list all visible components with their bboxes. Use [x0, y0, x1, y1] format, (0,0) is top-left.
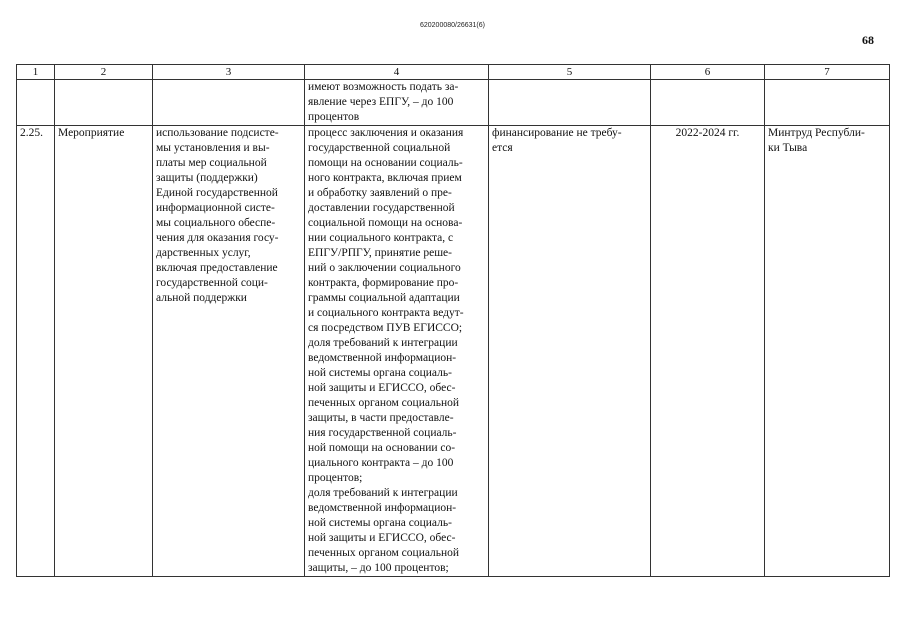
cont-cell-1 — [17, 80, 55, 126]
cont-cell-7 — [765, 80, 890, 126]
column-number-1: 1 — [17, 65, 55, 80]
text-line: доля требований к интеграции — [308, 337, 458, 349]
measures-table — [16, 64, 890, 577]
table-row-2-25 — [17, 126, 890, 577]
row-type: Мероприятие — [55, 126, 153, 577]
text-line: использование подсисте- — [156, 127, 279, 139]
funding-source — [489, 126, 651, 577]
implementation-period: 2022-2024 гг. — [651, 126, 765, 577]
cont-cell-4 — [305, 80, 489, 126]
text-line: ной защиты и ЕГИССО, обес- — [308, 532, 456, 544]
text-line: альной поддержки — [156, 292, 247, 304]
text-line: чения для оказания госу- — [156, 232, 279, 244]
text-line: ной системы органа социаль- — [308, 367, 452, 379]
document-id: 620200080/26631(6) — [419, 22, 485, 29]
text-line: финансирование не требу- — [492, 127, 622, 139]
text-line: контракта, формирование про- — [308, 277, 459, 289]
column-number-6: 6 — [651, 65, 765, 80]
cont-cell-2 — [55, 80, 153, 126]
text-line: процентов — [308, 111, 360, 123]
text-line: Минтруд Республи- — [768, 127, 865, 139]
text-line: включая предоставление — [156, 262, 278, 274]
column-number-2: 2 — [55, 65, 153, 80]
text-line: государственной соци- — [156, 277, 268, 289]
text-line: защиты, в части предоставле- — [308, 412, 454, 424]
responsible-executor — [765, 126, 890, 577]
text-line: ки Тыва — [768, 142, 808, 154]
text-line: нии социального контракта, с — [308, 232, 454, 244]
text-line: имеют возможность подать за- — [308, 81, 459, 93]
text-line: мы установления и вы- — [156, 142, 270, 154]
column-number-3: 3 — [153, 65, 305, 80]
text-line: платы мер социальной — [156, 157, 267, 169]
text-line: ной системы органа социаль- — [308, 517, 452, 529]
cont-cell-6 — [651, 80, 765, 126]
text-line: доставлении государственной — [308, 202, 455, 214]
text-line: ного контракта, включая прием — [308, 172, 462, 184]
measure-description — [153, 126, 305, 577]
text-line: помощи на основании социаль- — [308, 157, 463, 169]
text-line: ся посредством ПУВ ЕГИССО; — [308, 322, 463, 334]
text-line: ется — [492, 142, 513, 154]
text-line: граммы социальной адаптации — [308, 292, 460, 304]
text-line: циального контракта – до 100 — [308, 457, 454, 469]
text-line: процентов; — [308, 472, 363, 484]
text-line: социальной помощи на основа- — [308, 217, 463, 229]
text-line: ведомственной информацион- — [308, 502, 457, 514]
text-line: информационной систе- — [156, 202, 275, 214]
row-number: 2.25. — [17, 126, 55, 577]
column-number-4: 4 — [305, 65, 489, 80]
continuation-row — [17, 80, 890, 126]
text-line: и социального контракта ведут- — [308, 307, 464, 319]
text-line: и обработку заявлений о пре- — [308, 187, 452, 199]
text-line: защиты, – до 100 процентов; — [308, 562, 449, 574]
text-line: ЕПГУ/РПГУ, принятие реше- — [308, 247, 452, 259]
column-number-row — [17, 65, 890, 80]
text-line: мы социального обеспе- — [156, 217, 276, 229]
text-line: процесс заключения и оказания — [308, 127, 464, 139]
column-number-7: 7 — [765, 65, 890, 80]
text-line: печенных органом социальной — [308, 397, 460, 409]
text-line: ния государственной социаль- — [308, 427, 457, 439]
text-line: доля требований к интеграции — [308, 487, 458, 499]
expected-result — [305, 126, 489, 577]
text-line: явление через ЕПГУ, – до 100 — [308, 96, 454, 108]
text-line: ной защиты и ЕГИССО, обес- — [308, 382, 456, 394]
text-line: печенных органом социальной — [308, 547, 460, 559]
cont-cell-5 — [489, 80, 651, 126]
text-line: дарственных услуг, — [156, 247, 251, 259]
text-line: Единой государственной — [156, 187, 278, 199]
text-line: ний о заключении социального — [308, 262, 461, 274]
cont-cell-3 — [153, 80, 305, 126]
column-number-5: 5 — [489, 65, 651, 80]
page-number: 68 — [862, 33, 874, 47]
text-line: ной помощи на основании со- — [308, 442, 456, 454]
text-line: государственной социальной — [308, 142, 451, 154]
text-line: ведомственной информацион- — [308, 352, 457, 364]
text-line: защиты (поддержки) — [156, 172, 258, 184]
